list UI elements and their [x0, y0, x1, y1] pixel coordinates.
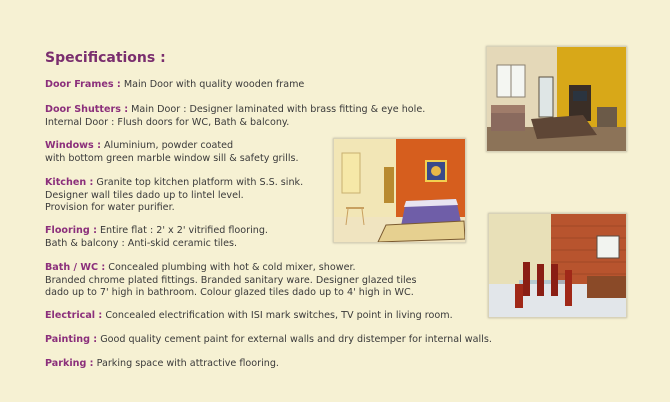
spec-electrical: [45, 310, 495, 323]
spec-text: Designer wall tiles dado up to lintel level.: [45, 189, 244, 201]
spec-text: Entire flat : 2' x 2' vitrified flooring.: [99, 225, 268, 236]
spec-door-frames: [45, 79, 495, 92]
dining-room-photo: [488, 213, 627, 318]
spec-label: Parking :: [45, 358, 94, 369]
spec-door-shutters: [45, 104, 495, 129]
spec-text: Granite top kitchen platform with S.S. sink.: [96, 177, 304, 188]
bedroom-photo: [333, 138, 466, 243]
spec-label: Kitchen :: [45, 177, 94, 188]
page-title: Specifications :: [45, 50, 166, 66]
spec-text: with bottom green marble window sill & safety grills.: [45, 152, 299, 164]
spec-text: Branded chrome plated fittings. Branded sanitary ware. Designer glazed tiles: [45, 274, 417, 286]
spec-label: Door Frames :: [45, 79, 121, 90]
spec-text: Concealed electrification with ISI mark switches, TV point in living room.: [105, 310, 453, 321]
spec-text: Provision for water purifier.: [45, 202, 175, 213]
spec-label: Electrical :: [45, 310, 103, 321]
spec-text: Main Door with quality wooden frame: [123, 79, 305, 90]
spec-text: Main Door : Designer laminated with brass fitting & eye hole.: [131, 104, 426, 115]
spec-text: Concealed plumbing with hot & cold mixer, shower.: [108, 262, 356, 273]
spec-text: Aluminium, powder coated: [103, 140, 234, 151]
spec-parking: [45, 358, 495, 371]
spec-bath-wc: [45, 262, 495, 300]
spec-text: Internal Door : Flush doors for WC, Bath & balcony.: [45, 116, 290, 128]
spec-label: Windows :: [45, 140, 101, 151]
living-room-photo: [486, 46, 627, 152]
spec-label: Flooring :: [45, 225, 97, 236]
spec-label: Door Shutters :: [45, 104, 129, 115]
spec-text: Good quality cement paint for external walls and dry distemper for internal walls.: [100, 334, 492, 345]
spec-painting: [45, 334, 495, 347]
spec-label: Painting :: [45, 334, 98, 345]
spec-text: Parking space with attractive flooring.: [96, 358, 279, 369]
spec-text: dado up to 7' high in bathroom. Colour glazed tiles dado up to 4' high in WC.: [45, 287, 414, 298]
spec-label: Bath / WC :: [45, 262, 106, 273]
spec-text: Bath & balcony : Anti-skid ceramic tiles.: [45, 237, 238, 249]
